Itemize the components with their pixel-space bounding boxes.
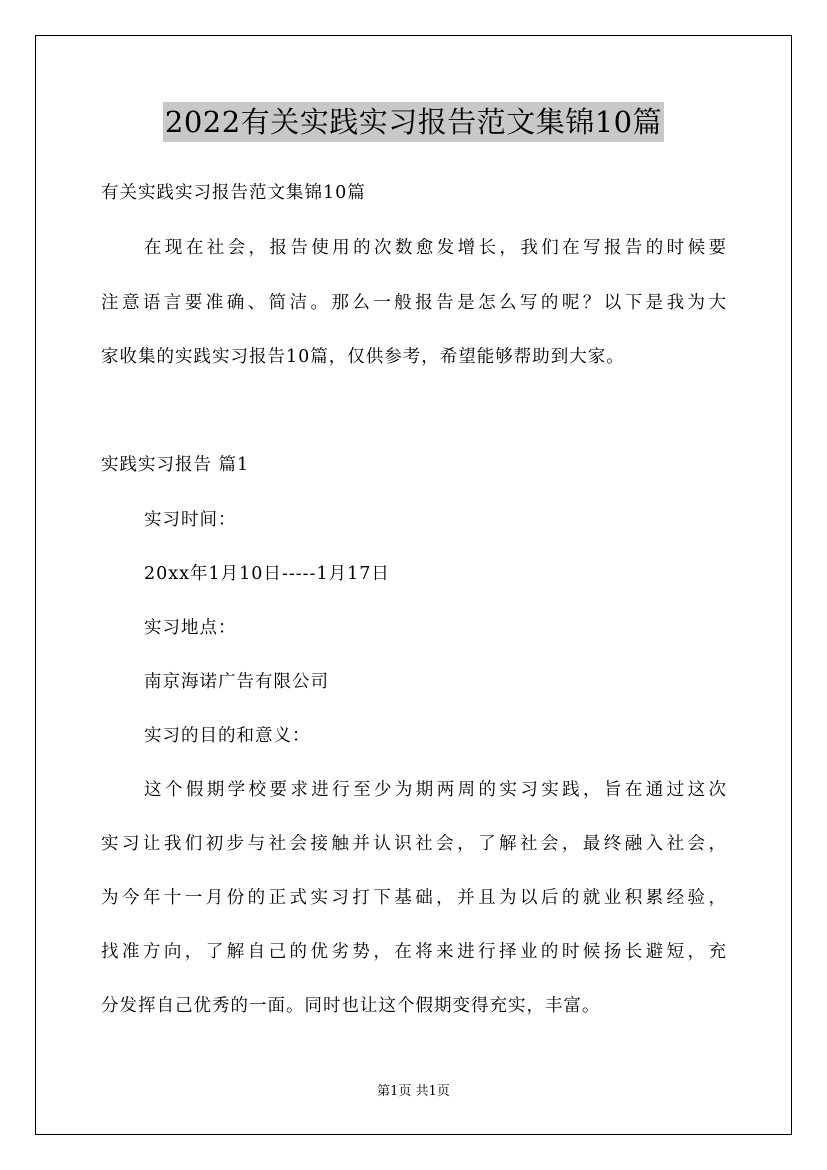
- purpose-line-3: 为今年十一月份的正式实习打下基础，并且为以后的就业积累经验，: [101, 888, 726, 908]
- time-value: 20xx年1月10日-----1月17日: [144, 564, 390, 584]
- document-title: 2022有关实践实习报告范文集锦10篇: [163, 102, 664, 142]
- intro-line-2: 注意语言要准确、简洁。那么一般报告是怎么写的呢？以下是我为大: [101, 293, 726, 313]
- intro-line-3: 家收集的实践实习报告10篇，仅供参考，希望能够帮助到大家。: [101, 347, 625, 367]
- purpose-line-1: 这个假期学校要求进行至少为期两周的实习实践，旨在通过这次: [144, 780, 726, 800]
- purpose-line-2: 实习让我们初步与社会接触并认识社会，了解社会，最终融入社会，: [101, 834, 726, 854]
- intro-line-1: 在现在社会，报告使用的次数愈发增长，我们在写报告的时候要: [144, 238, 726, 258]
- document-subtitle: 有关实践实习报告范文集锦10篇: [101, 183, 366, 203]
- purpose-label: 实习的目的和意义：: [144, 726, 311, 746]
- place-label: 实习地点：: [144, 618, 237, 638]
- place-value: 南京海诺广告有限公司: [144, 672, 329, 692]
- section-heading: 实践实习报告 篇1: [101, 455, 250, 475]
- title-container: [0, 102, 827, 142]
- purpose-line-4: 找准方向，了解自己的优劣势，在将来进行择业的时候扬长避短，充: [101, 942, 726, 962]
- time-label: 实习时间：: [144, 510, 237, 530]
- purpose-line-5: 分发挥自己优秀的一面。同时也让这个假期变得充实，丰富。: [101, 996, 601, 1016]
- page-footer: 第1页 共1页: [377, 1084, 450, 1099]
